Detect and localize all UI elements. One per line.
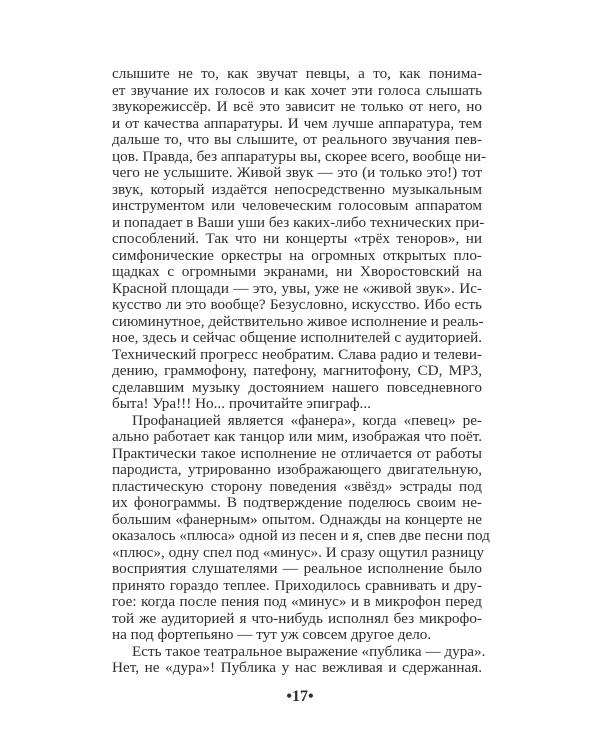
text-line: принято гораздо теплее. Приходилось сравнивать и дру- [112,576,482,594]
text-line: способлений. Так что ни концерты «трёх теноров», ни [112,230,482,247]
text-line: слышите не то, как звучат певцы, а то, как понима- [112,65,482,82]
page-number: •17• [286,688,314,705]
text-line: Нет, не «дура»! Публика у нас вежливая и сдержанная. [112,659,482,676]
text-line: Красной площади — это, увы, уже не «живой звук». Ис- [112,279,482,297]
text-line: инструментом или человеческим голосовым аппаратом [112,197,482,214]
text-line: чего не услышите. Живой звук — это (и только это!) тот [112,164,482,181]
text-line: кусство ли это вообще? Безусловно, искусство. Ибо есть [112,296,482,313]
text-line: Есть такое театральное выражение «публика — дура». [132,642,486,660]
text-line: цов. Правда, без аппаратуры вы, скорее всего, вообще ни- [112,147,487,165]
text-line: и попадает в Ваши уши без каких-либо технических при- [112,213,485,231]
text-line: гое: когда после пения под «минус» и в микрофон перед [112,593,482,610]
paragraph [112,65,487,413]
page-body [112,65,490,677]
text-line: Технический прогресс необратим. Слава радио и телеви- [112,345,482,363]
text-line: и от качества аппаратуры. И чем лучше аппаратура, тем [112,114,482,132]
paragraph [112,411,490,644]
text-line: их фонограммы. В подтверждение поделюсь своим не- [112,494,482,511]
text-line: звук, который издаётся непосредственно музыкальным [112,180,482,198]
text-line: большим «фанерным» опытом. Однажды на концерте не [112,510,482,528]
text-line: Профанацией является «фанера», когда «певец» ре- [132,411,482,429]
text-line: ально работает как танцор или мим, изображая что поёт. [112,428,482,445]
text-line: «плюс», одну спел под «минус». И сразу ощутил разницу [112,543,484,561]
text-line: щадках с огромными экранами, ни Хворостовский на [112,263,482,280]
text-line: оказалось «плюса» одной из песен и я, спев две песни под [112,527,490,544]
text-line: дению, граммофону, патефону, магнитофону, CD, MP3, [112,362,482,379]
text-line: симфонические оркестры на огромных открытых пло- [112,246,482,264]
text-line: звукорежиссёр. И всё это зависит не только от него, но [112,98,482,115]
text-line: пластическую сторону поведения «звёзд» эстрады под [112,477,482,495]
text-line: быта! Ура!!! Но... прочитайте эпиграф... [112,395,371,412]
text-line: пародиста, утрированно изображающего двигательную, [112,461,482,478]
text-line: ное, здесь и сейчас общение исполнителей с аудиторией. [112,329,482,346]
paragraph [112,642,486,677]
text-line: на под фортепьяно — тут уж совсем другое дело. [112,626,432,643]
text-line: ет звучание их голосов и как хочет эти голоса слышать [112,81,482,99]
text-line: сделавшим музыку достоянием нашего повседневного [112,378,482,396]
text-line: Практически такое исполнение не отличается от работы [112,444,482,462]
text-line: дальше то, что вы слышите, от реального звучания пев- [112,131,482,148]
text-line: восприятия слушателями — реальное исполнение было [112,560,482,577]
text-line: той же аудиторией я что-нибудь исполнял без микрофо- [112,609,482,627]
text-line: сиюминутное, действительно живое исполнение и реаль- [112,312,484,330]
